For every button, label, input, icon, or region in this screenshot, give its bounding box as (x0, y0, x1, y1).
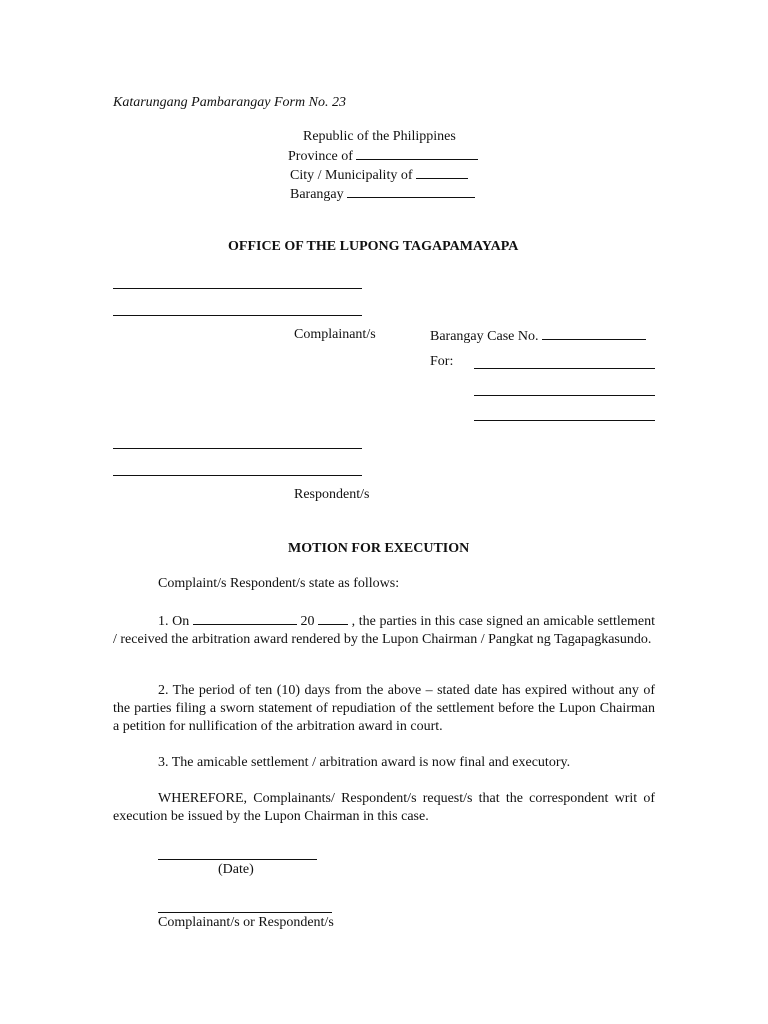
intro-statement: Complaint/s Respondent/s state as follows: (158, 576, 400, 591)
for-label: For: (430, 354, 454, 369)
respondent-name-line-2[interactable] (113, 475, 362, 476)
date-signature-line[interactable] (158, 859, 317, 860)
case-number-line (430, 326, 646, 346)
office-title: OFFICE OF THE LUPONG TAGAPAMAYAPA (228, 239, 519, 254)
city-blank[interactable] (416, 165, 468, 179)
respondent-label: Respondent/s (294, 487, 370, 502)
respondent-name-line-1[interactable] (113, 448, 362, 449)
province-blank[interactable] (356, 146, 478, 160)
p1-start: 1. On (158, 614, 190, 629)
province-line (288, 146, 478, 166)
form-number-label: Katarungang Pambarangay Form No. 23 (113, 95, 346, 110)
barangay-blank[interactable] (347, 184, 475, 198)
republic-heading: Republic of the Philippines (303, 129, 456, 144)
city-label: City / Municipality of (290, 168, 413, 183)
case-number-label: Barangay Case No. (430, 329, 539, 344)
for-line-2[interactable] (474, 395, 655, 396)
paragraph-2 (113, 682, 655, 736)
p1-year-blank[interactable] (318, 611, 348, 625)
complainant-name-line-1[interactable] (113, 288, 362, 289)
paragraph-3 (113, 754, 655, 772)
p2-text: 2. The period of ten (10) days from the above – stated date has expired without any of the parties filing a sworn statement of repudiation of the settlement before the Lupon Chairman a petition for nullification of the arbitration award in court. (113, 683, 655, 734)
for-line-1[interactable] (474, 368, 655, 369)
p1-year: 20 (300, 614, 315, 629)
barangay-line (290, 184, 475, 204)
barangay-label: Barangay (290, 187, 344, 202)
complainant-name-line-2[interactable] (113, 315, 362, 316)
complainant-label: Complainant/s (294, 327, 376, 342)
motion-title: MOTION FOR EXECUTION (288, 541, 470, 556)
date-label: (Date) (218, 862, 254, 877)
p4-text: WHEREFORE, Complainants/ Respondent/s request/s that the correspondent writ of execution be issued by the Lupon Chairman in this case. (113, 791, 655, 824)
for-line-3[interactable] (474, 420, 655, 421)
city-line (290, 165, 468, 185)
p3-text: 3. The amicable settlement / arbitration award is now final and executory. (158, 755, 571, 770)
province-label: Province of (288, 149, 353, 164)
signer-signature-line[interactable] (158, 912, 332, 913)
paragraph-4 (113, 790, 655, 826)
p1-date-blank[interactable] (193, 611, 297, 625)
p1-rest: , the parties in this case signed an amicable settlement / received the arbitration award rendered by the Lupon Chairman / Pangkat ng Tagapagkasundo. (113, 614, 656, 647)
paragraph-1 (113, 611, 655, 649)
case-number-blank[interactable] (542, 326, 646, 340)
signer-label: Complainant/s or Respondent/s (158, 915, 334, 930)
